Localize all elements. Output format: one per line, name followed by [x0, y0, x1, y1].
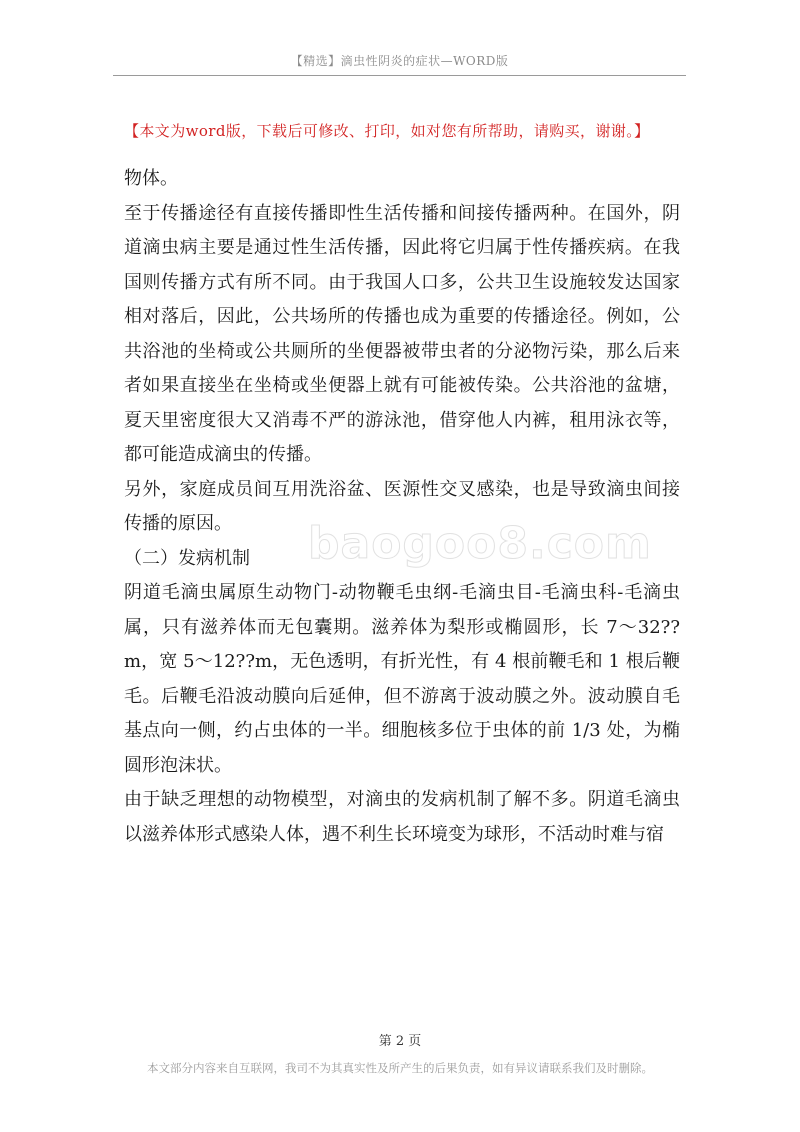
section-heading-pathogenesis: （二）发病机制	[124, 547, 250, 569]
watermark-text: baogoo8.com	[308, 518, 652, 569]
paragraph-1: 物体。	[124, 168, 178, 189]
paragraph-2: 至于传播途径有直接传播即性生活传播和间接传播两种。在国外，阴道滴虫病主要是通过性生活传播，因此将它归属于性传播疾病。在我国则传播方式有所不同。由于我国人口多，公共卫生设施较发达国家相对落后，因此，公共场所的传播也成为重要的传播途径。例如，公共浴池的坐椅或公共厕所的坐便器被带虫者的分泌物污染，那么后来者如果直接坐在坐椅或坐便器上就有可能被传染。公共浴池的盆塘，夏天里密度很大又消毒不严的游泳池，借穿他人内裤，租用泳衣等，都可能造成滴虫的传播。	[124, 202, 680, 465]
page-number: 第 2 页	[378, 1034, 422, 1049]
download-notice: 【本文为word版，下载后可修改、打印，如对您有所帮助，请购买，谢谢。】	[124, 122, 650, 140]
footer-disclaimer: 本文部分内容来自互联网，我司不为其真实性及所产生的后果负责，如有异议请联系我们及时删除。	[147, 1061, 653, 1075]
paragraph-3: 另外，家庭成员间互用洗浴盆、医源性交叉感染，也是导致滴虫间接传播的原因。	[124, 478, 680, 534]
paragraph-4: 阴道毛滴虫属原生动物门-动物鞭毛虫纲-毛滴虫目-毛滴虫科-毛滴虫属，只有滋养体而无包囊期。滋养体为梨形或椭圆形，长 7～32??m，宽 5～12??m，无色透明，有折光性，有 4 根前鞭毛和 1 根后鞭毛。后鞭毛沿波动膜向后延伸，但不游离于波动膜之外。波动膜自毛基点向一侧，约占虫体的一半。细胞核多位于虫体的前 1/3 处，为椭圆形泡沫状。	[124, 582, 680, 776]
document-body	[124, 162, 680, 852]
page-header-title: 【精选】滴虫性阴炎的症状—WORD版	[290, 54, 509, 68]
paragraph-5: 由于缺乏理想的动物模型，对滴虫的发病机制了解不多。阴道毛滴虫以滋养体形式感染人体，遇不利生长环境变为球形，不活动时难与宿	[124, 789, 680, 845]
header-divider	[113, 75, 686, 76]
